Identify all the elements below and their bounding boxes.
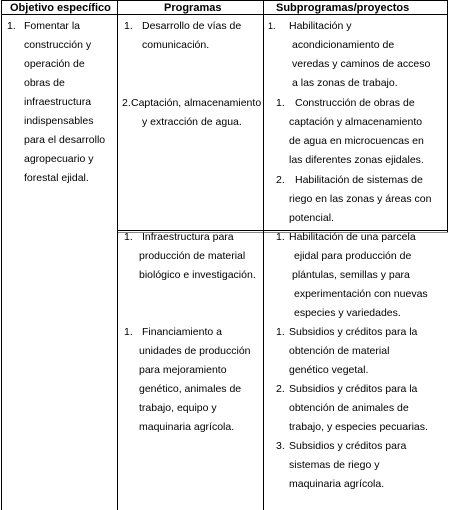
objective-number: 1. xyxy=(7,20,16,32)
table-right-border xyxy=(447,0,448,232)
column-divider-1 xyxy=(117,0,118,510)
objective-text: Fomentar la construcción y operación de obras de infraestructura indispensables para el desarrollo agropecuario y forestal ejidal. xyxy=(24,20,106,184)
column-divider-2 xyxy=(263,0,264,510)
header-programs: Programas xyxy=(164,2,222,14)
header-subprograms: Subprogramas/proyectos xyxy=(276,2,410,14)
table-left-border xyxy=(1,0,2,510)
header-objective: Objetivo específico xyxy=(10,2,111,14)
